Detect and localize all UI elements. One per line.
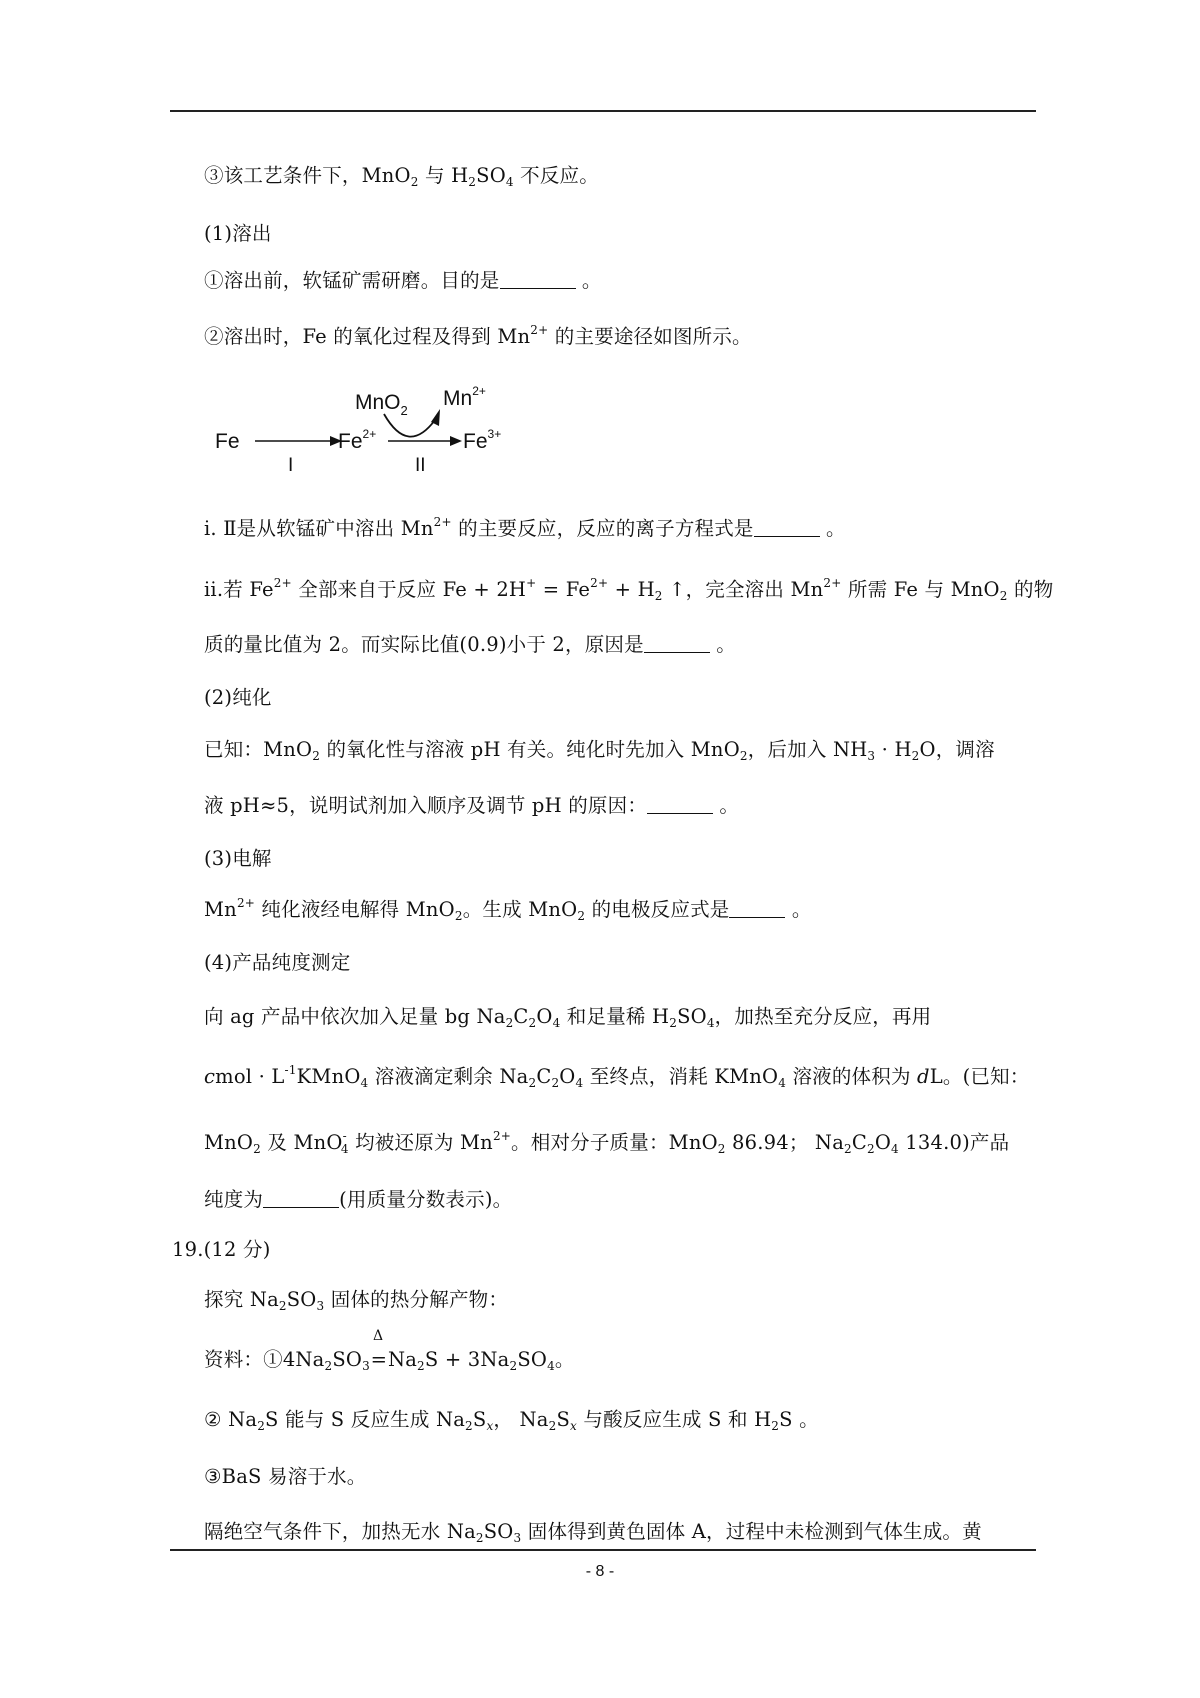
answer-blank[interactable] — [729, 897, 785, 918]
reaction-pathway-diagram — [210, 378, 530, 478]
top-rule — [170, 110, 1036, 112]
diagram-fe3: Fe — [463, 430, 488, 453]
text-line-9: 已知：MnO$_2$ 的氧化性与溶液 pH 有关。纯化时先加入 MnO$_2$，后加入 $NH_3 \cdot H_2O$，调溶 — [204, 738, 995, 763]
text-line-1: ③该工艺条件下，MnO$_2$ 与 $H_2SO_4$ 不反应。 — [204, 164, 599, 189]
text-line-19: 探究 $Na_2SO_3$ 固体的热分解产物： — [204, 1288, 509, 1313]
answer-blank[interactable] — [754, 516, 820, 537]
svg-text:Fe3+: $Fe^{3+}$ — [463, 427, 502, 453]
svg-text:Fe2+: $Fe^{2+}$ — [338, 427, 377, 453]
diagram-fe2: Fe — [338, 430, 363, 453]
section-1-heading: (1)溶出 — [204, 222, 272, 245]
text-line-6: ii.若 $Fe^{2+}$ 全部来自于反应 $Fe + 2H^+ = Fe^{2+} + H_2$ ↑，完全溶出 $Mn^{2+}$ 所需 Fe 与 MnO$_2$ 的物 — [204, 576, 1054, 603]
answer-blank[interactable] — [500, 268, 576, 289]
answer-blank[interactable] — [647, 793, 713, 814]
bottom-rule — [170, 1549, 1036, 1551]
question-19-heading: 19.(12 分) — [172, 1238, 271, 1261]
answer-blank[interactable] — [263, 1187, 339, 1208]
text-line-21: ② $Na_2S$ 能与 S 反应生成 $Na_2S_x$， $Na_2S_x$ 与酸反应生成 S 和 $H_2S$ 。 — [204, 1408, 819, 1433]
text-line-5: i. Ⅱ是从软锰矿中溶出 $Mn^{2+}$ 的主要反应，反应的离子方程式是 。 — [204, 515, 846, 540]
text-line-16: MnO$_2$ 及 MnO-$_4$ 均被还原为 $Mn^{2+}$。相对分子质量：MnO$_2$ 86.94； $Na_2C_2O_4$ 134.0)产品 — [204, 1129, 1010, 1156]
diagram-step-1: I — [288, 455, 294, 476]
text-line-12: $Mn^{2+}$ 纯化液经电解得 MnO$_2$。生成 MnO$_2$ 的电极反应式是 。 — [204, 896, 812, 923]
diagram-fe: Fe — [215, 430, 240, 453]
text-line-14: 向 ag 产品中依次加入足量 bg $Na_2C_2O_4$ 和足量稀 $H_2SO_4$，加热至充分反应，再用 — [204, 1005, 932, 1030]
diagram-mn2: Mn — [443, 387, 473, 410]
text-line-3: ①溶出前，软锰矿需研磨。目的是 。 — [204, 269, 602, 292]
text-line-4: ②溶出时，Fe 的氧化过程及得到 $Mn^{2+}$ 的主要途径如图所示。 — [204, 323, 752, 348]
section-2-heading: (2)纯化 — [204, 686, 272, 709]
diagram-mno2: MnO — [355, 391, 401, 414]
text-line-15: cmol · $L^{-1}KMnO_4$ 溶液滴定剩余 $Na_2C_2O_4$ 至终点，消耗 KMnO$_4$ 溶液的体积为 dL。(已知： — [204, 1063, 1030, 1090]
text-line-7: 质的量比值为 2。而实际比值(0.9)小于 2，原因是 。 — [204, 633, 736, 656]
section-4-heading: (4)产品纯度测定 — [204, 951, 351, 974]
answer-blank[interactable] — [644, 632, 710, 653]
svg-text:MnO2: MnO$_2$ — [355, 391, 408, 418]
page-number: - 8 - — [585, 1563, 615, 1580]
text-line-10: 液 pH≈5，说明试剂加入顺序及调节 pH 的原因： 。 — [204, 794, 740, 817]
text-line-22: ③BaS 易溶于水。 — [204, 1465, 367, 1488]
diagram-step-2: II — [415, 455, 426, 476]
text-line-17: 纯度为 (用质量分数表示)。 — [204, 1188, 513, 1211]
svg-text:Mn2+: $Mn^{2+}$ — [443, 384, 486, 410]
section-3-heading: (3)电解 — [204, 847, 272, 870]
text-line-20: 资料：$①4Na_2SO_3$ Δ $=Na_2S + 3Na_2SO_4$。 — [204, 1328, 575, 1373]
heat-condition: Δ = — [370, 1328, 388, 1371]
text-line-23: 隔绝空气条件下，加热无水 $Na_2SO_3$ 固体得到黄色固体 A，过程中未检测到气体生成。黄 — [204, 1520, 982, 1545]
